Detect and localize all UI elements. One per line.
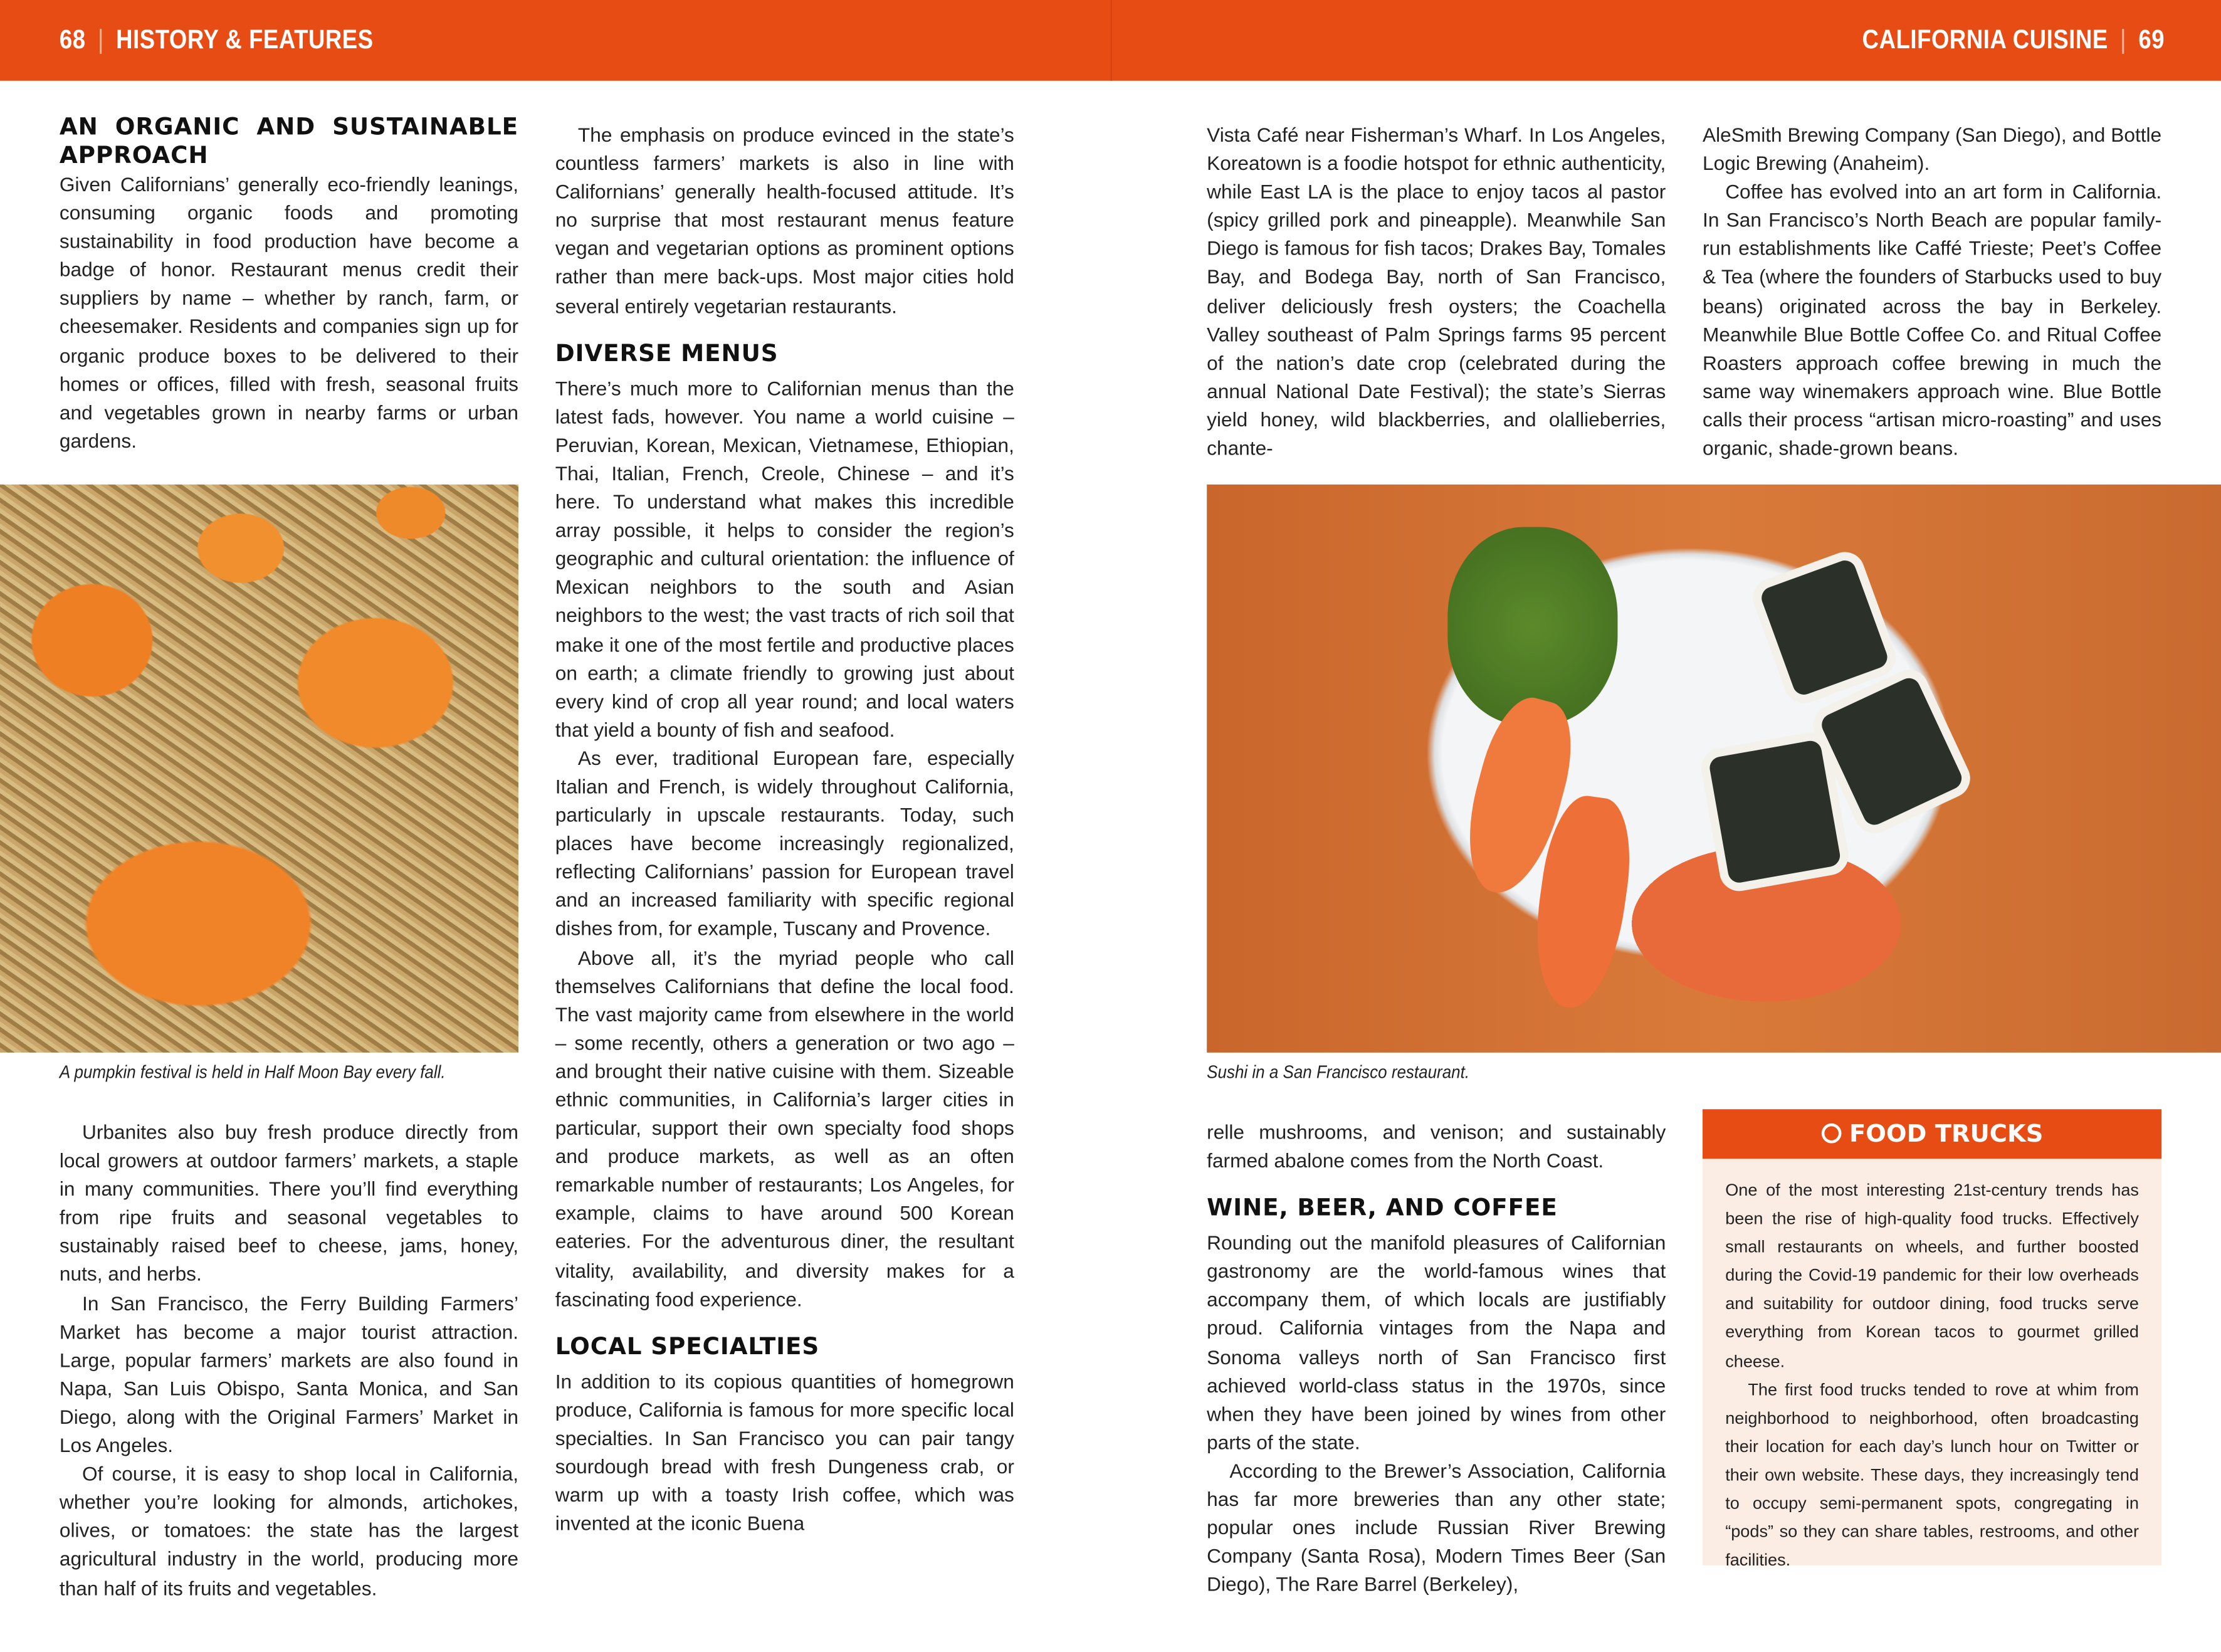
separator: | (2119, 25, 2126, 56)
separator: | (97, 25, 104, 56)
running-header (0, 0, 2221, 81)
paragraph: Urbanites also buy fresh produce directly from local growers at outdoor farmers’ markets, a staple in many communities. There you’ll find everything from ripe fruits and seasonal vegetables to sustainably raised beef to cheese, jams, honey, nuts, and herbs. (59, 1120, 519, 1286)
column-1-bottom (60, 1118, 518, 1602)
paragraph: Vista Café near Fisherman’s Wharf. In Los Angeles, Koreatown is a foodie hotspot for ethnic authenticity, while East LA is the place to enjoy tacos al pastor (spicy grilled pork and pineapple). Meanwhile San Diego is famous for fish tacos; Drakes Bay, Tomales Bay, and Bodega Bay, north of San Francisco, deliver deliciously fresh oysters; the Coachella Valley southeast of Palm Springs farms 95 percent of the nation’s date crop (celebrated during the annual National Date Festival); the state’s Sierras yield honey, wild blackberries, and olallieberries, chante- (1207, 123, 1666, 460)
garnish (1447, 527, 1617, 725)
sushi-photo (1207, 485, 2221, 1053)
left-page-number: 68 (59, 25, 86, 56)
sidebar-header (1703, 1109, 2161, 1159)
sushi-roll (1698, 729, 1852, 894)
paragraph: As ever, traditional European fare, especially Italian and French, is widely throughout California, particularly in upscale restaurants. Today, such places have become increasingly regionalized, reflecting Californians’ passion for European travel and an increased familiarity with specific regional dishes from, for example, Tuscany and Provence. (555, 746, 1014, 940)
paragraph: Given Californians’ generally eco-friendly leanings, consuming organic foods and promoting sustainability in food production have become a badge of honor. Restaurant menus credit their suppliers by name – whether by ranch, farm, or cheesemaker. Residents and companies sign up for organic produce boxes to be delivered to their homes or offices, filled with fresh, seasonal fruits and vegetables grown in nearby farms or urban gardens. (59, 172, 519, 452)
food-trucks-sidebar (1703, 1109, 2161, 1570)
paragraph: According to the Brewer’s Association, California has far more breweries than any other state; popular ones include Russian River Brewing Company (Santa Rosa), Modern Times Beer (San Diego), The Rare Barrel (Berkeley), (1207, 1459, 1666, 1596)
heading-organic: AN ORGANIC AND SUSTAINABLE APPROACH (59, 113, 519, 169)
paragraph: Coffee has evolved into an art form in California. In San Francisco’s North Beach are popular family-run establishments like Caffé Trieste; Peet’s Coffee & Tea (where the founders of Starbucks used to buy beans) originated across the bay in Berkeley. Meanwhile Blue Bottle Coffee Co. and Ritual Coffee Roasters approach coffee brewing in much the same way winemakers approach wine. Blue Bottle calls their process “artisan micro-roasting” and uses organic, shade-grown beans. (1703, 180, 2162, 460)
right-section-title: CALIFORNIA CUISINE (1862, 25, 2108, 56)
paragraph: In addition to its copious quantities of homegrown produce, California is famous for more specific local specialties. In San Francisco you can pair tangy sourdough bread with fresh Dungeness crab, or warm up with a toasty Irish coffee, which was invented at the iconic Buena (555, 1369, 1014, 1535)
paragraph: Rounding out the manifold pleasures of Californian gastronomy are the world-famous wines that accompany them, of which locals are justifiably proud. California vintages from the Napa and Sonoma valleys north of San Francisco first achieved world-class status in the 1970s, since when they have been joined by wines from other parts of the state. (1207, 1231, 1666, 1453)
paragraph: There’s much more to Californian menus than the latest fads, however. You name a world cuisine – Peruvian, Korean, Mexican, Vietnamese, Ethiopian, Thai, Italian, French, Creole, Chinese – and it’s here. To understand what makes this incredible array possible, it helps to consider the region’s geographic and cultural orientation: the influence of Mexican neighbors to the south and Asian neighbors to the west; the vast tracts of rich soil that make it one of the most fertile and productive places on earth; a climate friendly to growing just about every kind of crop all year round; and local waters that yield a bounty of fish and seafood. (555, 376, 1014, 741)
target-icon (1821, 1123, 1841, 1144)
column-3-bottom (1207, 1118, 1666, 1599)
gutter (1111, 0, 1112, 81)
column-2 (555, 120, 1014, 1537)
column-3-top (1207, 120, 1666, 462)
paragraph: The first food trucks tended to rove at whim from neighborhood to neighborhood, often broadcasting their location for each day’s lunch hour on Twitter or their own website. These days, they increasingly tend to occupy semi-permanent spots, congregating in “pods” so they can share tables, restrooms, and other facilities. (1725, 1379, 2139, 1570)
heading-diverse-menus: DIVERSE MENUS (555, 339, 779, 367)
paragraph: Above all, it’s the myriad people who call themselves Californians that define the local food. The vast majority came from elsewhere in the world – some recently, others a generation or two ago – and brought their native cuisine with them. Sizeable ethnic communities, in California’s larger cities in particular, support their own specialty food shops and produce markets, as well as an often remarkable number of restaurants; Los Angeles, for example, claims to have around 500 Korean eateries. For the adventurous diner, the resultant vitality, availability, and diversity makes for a fascinating food experience. (555, 945, 1014, 1310)
sidebar-title: FOOD TRUCKS (1849, 1120, 2044, 1149)
right-page-number: 69 (2138, 25, 2165, 56)
left-section-title: HISTORY & FEATURES (116, 25, 374, 56)
paragraph: AleSmith Brewing Company (San Diego), and Bottle Logic Brewing (Anaheim). (1703, 123, 2162, 175)
right-running-head (1862, 26, 2164, 57)
paragraph: One of the most interesting 21st-century trends has been the rise of high-quality food trucks. Effectively small restaurants on wheels, and further boosted during the Covid-19 pandemic for their low overheads and suitability for outdoor dining, food trucks serve everything from Korean tacos to gourmet grilled cheese. (1725, 1180, 2139, 1371)
heading-local-specialties: LOCAL SPECIALTIES (555, 1332, 820, 1360)
pumpkin-photo (0, 485, 518, 1053)
paragraph: The emphasis on produce evinced in the state’s countless farmers’ markets is also in line with Californians’ generally health-focused attitude. It’s no surprise that most restaurant menus feature vegan and vegetarian options as prominent options rather than mere back-ups. Most major cities hold several entirely vegetarian restaurants. (555, 123, 1014, 317)
pumpkin-caption: A pumpkin festival is held in Half Moon Bay every fall. (59, 1062, 446, 1083)
sidebar-body (1703, 1159, 2161, 1574)
paragraph: Of course, it is easy to shop local in California, whether you’re looking for almonds, artichokes, olives, or tomatoes: the state has the largest agricultural industry in the world, producing more than half of its fruits and vegetables. (59, 1462, 519, 1599)
paragraph: relle mushrooms, and venison; and sustainably farmed abalone comes from the North Coast. (1207, 1120, 1666, 1172)
heading-wine-beer-coffee: WINE, BEER, AND COFFEE (1207, 1194, 1558, 1222)
left-running-head (60, 26, 374, 57)
column-1-top (60, 113, 518, 455)
column-4 (1703, 120, 2161, 462)
sushi-caption: Sushi in a San Francisco restaurant. (1207, 1062, 1470, 1083)
paragraph: In San Francisco, the Ferry Building Farmers’ Market has become a major tourist attraction. Large, popular farmers’ markets are also found in Napa, San Luis Obispo, Santa Monica, and San Diego, along with the Original Farmers’ Market in Los Angeles. (59, 1291, 519, 1456)
